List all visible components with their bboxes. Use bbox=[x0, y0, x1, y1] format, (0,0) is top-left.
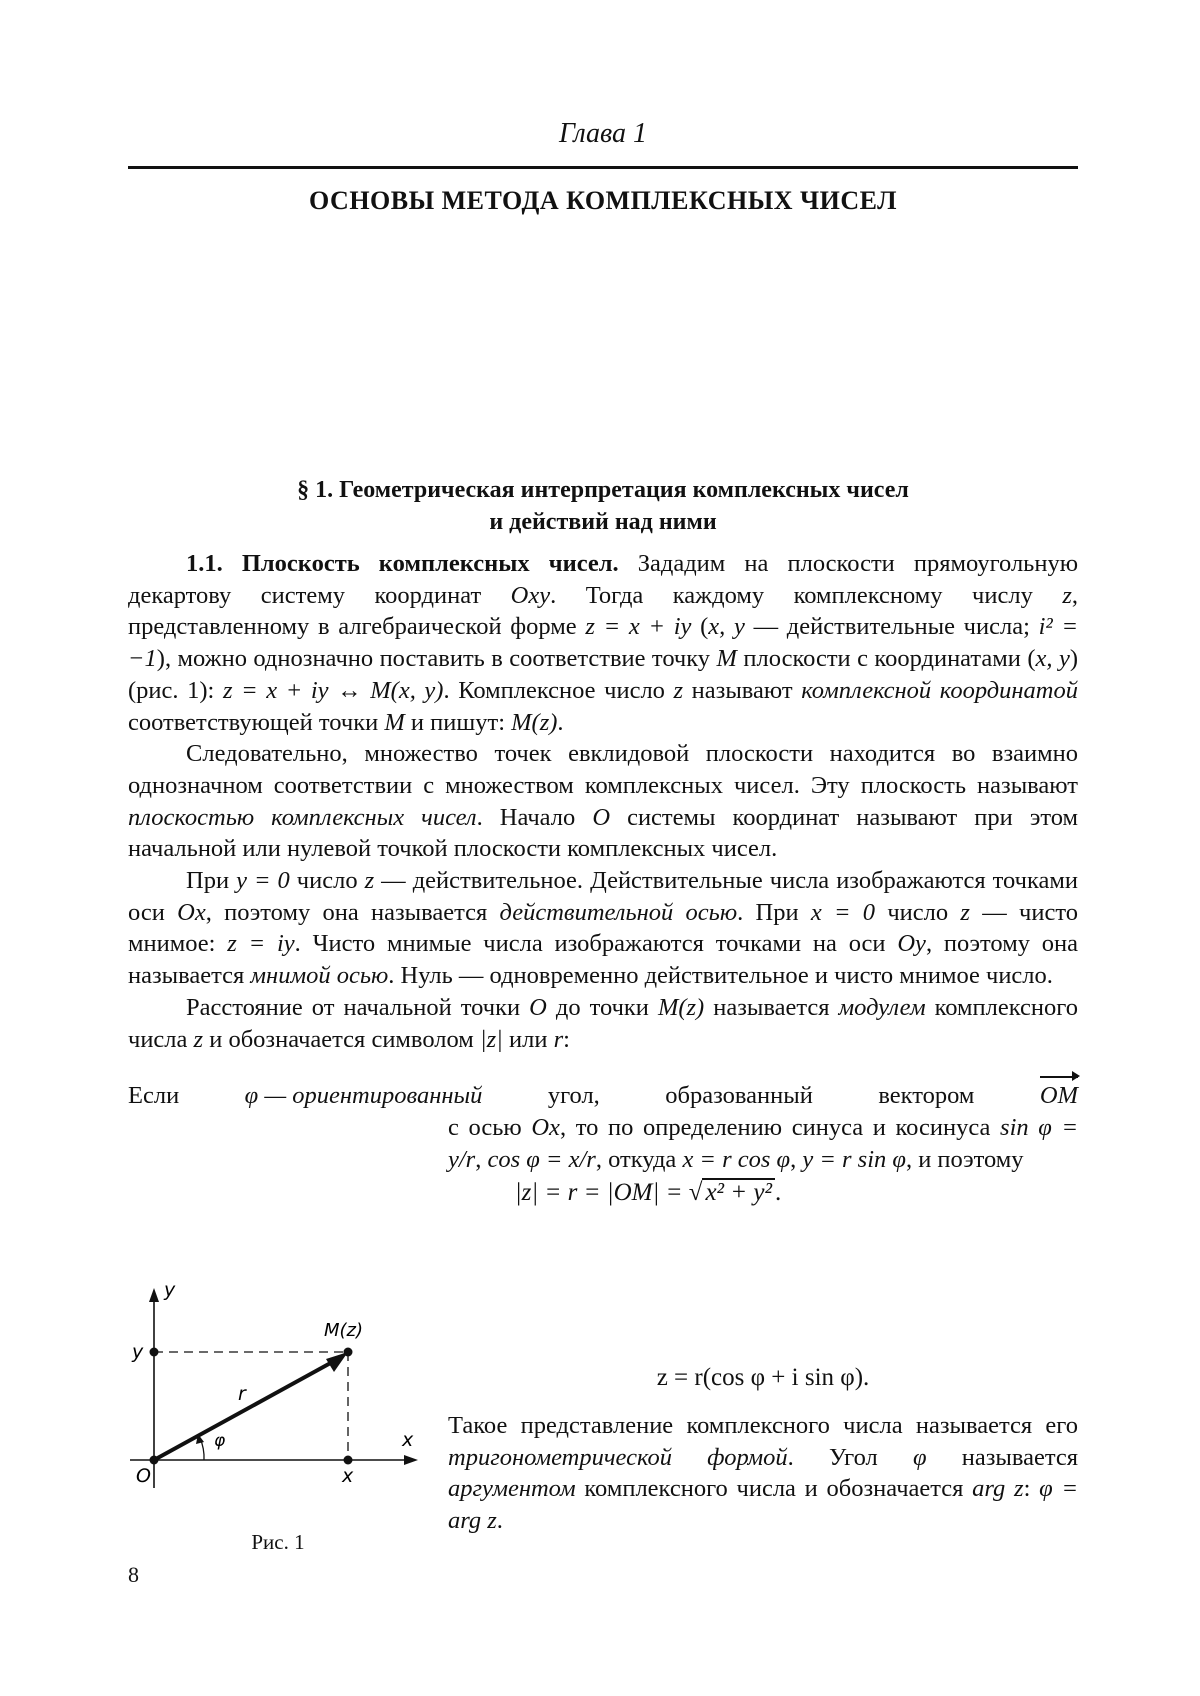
figure-1-diagram bbox=[128, 1270, 428, 1510]
r-label: r bbox=[238, 1383, 247, 1405]
chapter-label: Глава 1 bbox=[128, 118, 1078, 150]
y-axis-label: y bbox=[163, 1279, 176, 1301]
y-coordinate-label: y bbox=[131, 1341, 144, 1363]
vector-om: OM bbox=[1040, 1080, 1078, 1112]
m-point bbox=[344, 1348, 353, 1357]
paragraph-6: Такое представление комплексного числа называется его тригонометрической формой. Угол φ называется аргументом комплексного числа и обозначается arg z: φ = arg z. bbox=[448, 1410, 1078, 1537]
term-imaginary-axis: мнимой осью bbox=[250, 962, 388, 989]
subsection-heading: 1.1. Плоскость комплексных чисел. bbox=[186, 550, 619, 577]
header-rule bbox=[128, 166, 1078, 169]
term-argument: аргументом bbox=[448, 1475, 576, 1502]
term-complex-coordinate: комплексной координатой bbox=[801, 677, 1078, 704]
y-point bbox=[150, 1348, 159, 1357]
term-trig-form: тригонометрической формой bbox=[448, 1444, 788, 1471]
origin-point bbox=[150, 1456, 159, 1465]
book-page bbox=[0, 0, 1200, 1696]
section-title-line1: § 1. Геометрическая интерпретация комплексных чисел bbox=[128, 474, 1078, 506]
main-text bbox=[128, 548, 1078, 1055]
vector-r bbox=[154, 1360, 336, 1460]
x-axis-arrow bbox=[404, 1455, 418, 1465]
x-axis-label: x bbox=[401, 1429, 414, 1451]
term-real-axis: действительной осью bbox=[500, 899, 738, 926]
figure-caption: Рис. 1 bbox=[128, 1530, 428, 1555]
term-complex-plane: плоскостью комплексных чисел bbox=[128, 804, 477, 831]
phi-label: φ bbox=[214, 1431, 226, 1451]
origin-label: O bbox=[136, 1465, 151, 1487]
y-axis-arrow bbox=[149, 1288, 159, 1302]
section-title-line2: и действий над ними bbox=[128, 506, 1078, 538]
section-title bbox=[128, 474, 1078, 538]
paragraph-5-first-line: Если φ — ориентированный угол, образованный вектором OM bbox=[128, 1080, 1078, 1112]
page-number: 8 bbox=[128, 1562, 139, 1588]
trig-form-formula: z = r(cos φ + i sin φ). bbox=[448, 1364, 1078, 1392]
m-point-label: M(z) bbox=[324, 1320, 363, 1341]
paragraph-4: Расстояние от начальной точки O до точки M(z) называется модулем комплексного числа z и обозначается символом |z| или r: bbox=[128, 992, 1078, 1055]
x-point bbox=[344, 1456, 353, 1465]
term-modulus: модулем bbox=[839, 994, 926, 1021]
paragraph-2: Следовательно, множество точек евклидовой плоскости находится во взаимно однозначном соответствии с множеством комплексных чисел. Эту плоскость называют плоскостью комплексных чисел. Начало O системы координат называют при этом начальной или нулевой точкой плоскости комплексных чисел. bbox=[128, 738, 1078, 865]
modulus-formula: |z| = r = |OM| = √ x² + y² . bbox=[448, 1178, 848, 1207]
chapter-title: ОСНОВЫ МЕТОДА КОМПЛЕКСНЫХ ЧИСЕЛ bbox=[128, 186, 1078, 216]
paragraph-5-rest: с осью Ox, то по определению синуса и косинуса sin φ = y/r, cos φ = x/r, откуда x = r cos φ, y = r sin φ, и поэтому bbox=[448, 1112, 1078, 1175]
paragraph-3: При y = 0 число z — действительное. Действительные числа изображаются точками оси Ox, поэтому она называется действительной осью. При x = 0 число z — чисто мнимое: z = iy. Чисто мнимые числа изображаются точками на оси Oy, поэтому она называется мнимой осью. Нуль — одновременно действительное и чисто мнимое число. bbox=[128, 865, 1078, 992]
x-coordinate-label: x bbox=[341, 1465, 354, 1487]
paragraph-1: 1.1. Плоскость комплексных чисел. Зададим на плоскости прямоугольную декартову систему координат Oxy. Тогда каждому комплексному числу z, представленному в алгебраической форме z = x + iy (x, y — действительные числа; i² = −1), можно однозначно поставить в соответствие точку M плоскости с координатами (x, y) (рис. 1): z = x + iy ↔ M(x, y). Комплексное число z называют комплексной координатой соответствующей точки M и пишут: M(z). bbox=[128, 548, 1078, 738]
